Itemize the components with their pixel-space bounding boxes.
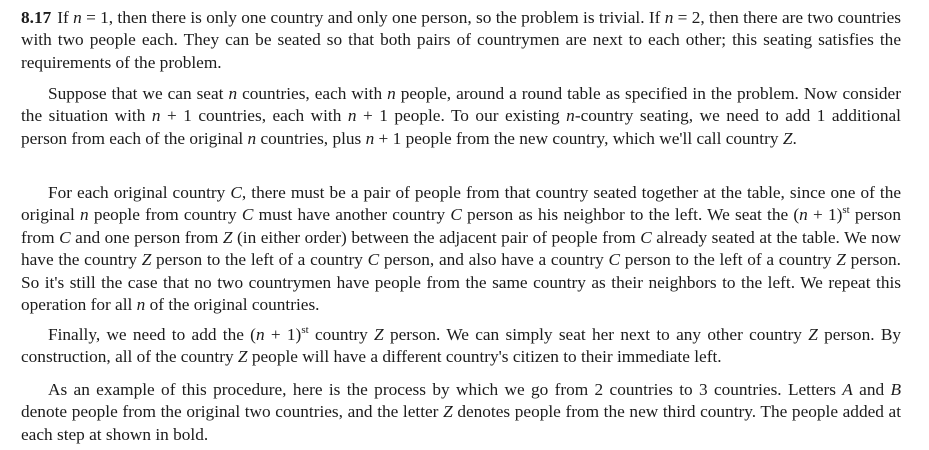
paragraph-1-text: If n = 1, then there is only one country and only one person, so the problem is trivial. If n = 2, then there are two countries with two people each. They can be seated so that both pairs of countrymen are next to each other; this seating satisfies the requirements of the problem. bbox=[21, 8, 901, 72]
paragraph-2: Suppose that we can seat n countries, each with n people, around a round table as specified in the problem. Now consider the situation with n + 1 countries, each with n + 1 people. To our existing n-country seating, we need to add 1 additional person from each of the original n countries, plus n + 1 people from the new country, which we'll call country Z. bbox=[21, 84, 901, 148]
paragraph-1 bbox=[21, 7, 901, 74]
paragraph-3: For each original country C, there must be a pair of people from that country seated together at the table, since one of the original n people from country C must have another country C person as his neighbor to the left. We seat the $(n + 1)^{st}$ person from C and one person from Z (in either order) between the adjacent pair of people from C already seated at the table. We now have the country Z person to the left of a country C person, and also have a country C person to the left of a country Z person. So it's still the case that no two countrymen have people from the same country as their neighbors to the left. We repeat this operation for all n of the original countries. bbox=[21, 183, 902, 315]
paragraph-4: Finally, we need to add the $(n + 1)^{st}$ country Z person. We can simply seat her next to any other country Z person. By construction, all of the country Z people will have a different country's citizen to their immediate left. bbox=[21, 324, 901, 367]
paragraph-5: As an example of this procedure, here is the process by which we go from 2 countries to 3 countries. Letters A and B denote people from the original two countries, and the letter Z denotes people from the new third country. The people added at each step at shown in bold. bbox=[21, 380, 902, 444]
problem-number: 8.17 bbox=[21, 8, 52, 27]
